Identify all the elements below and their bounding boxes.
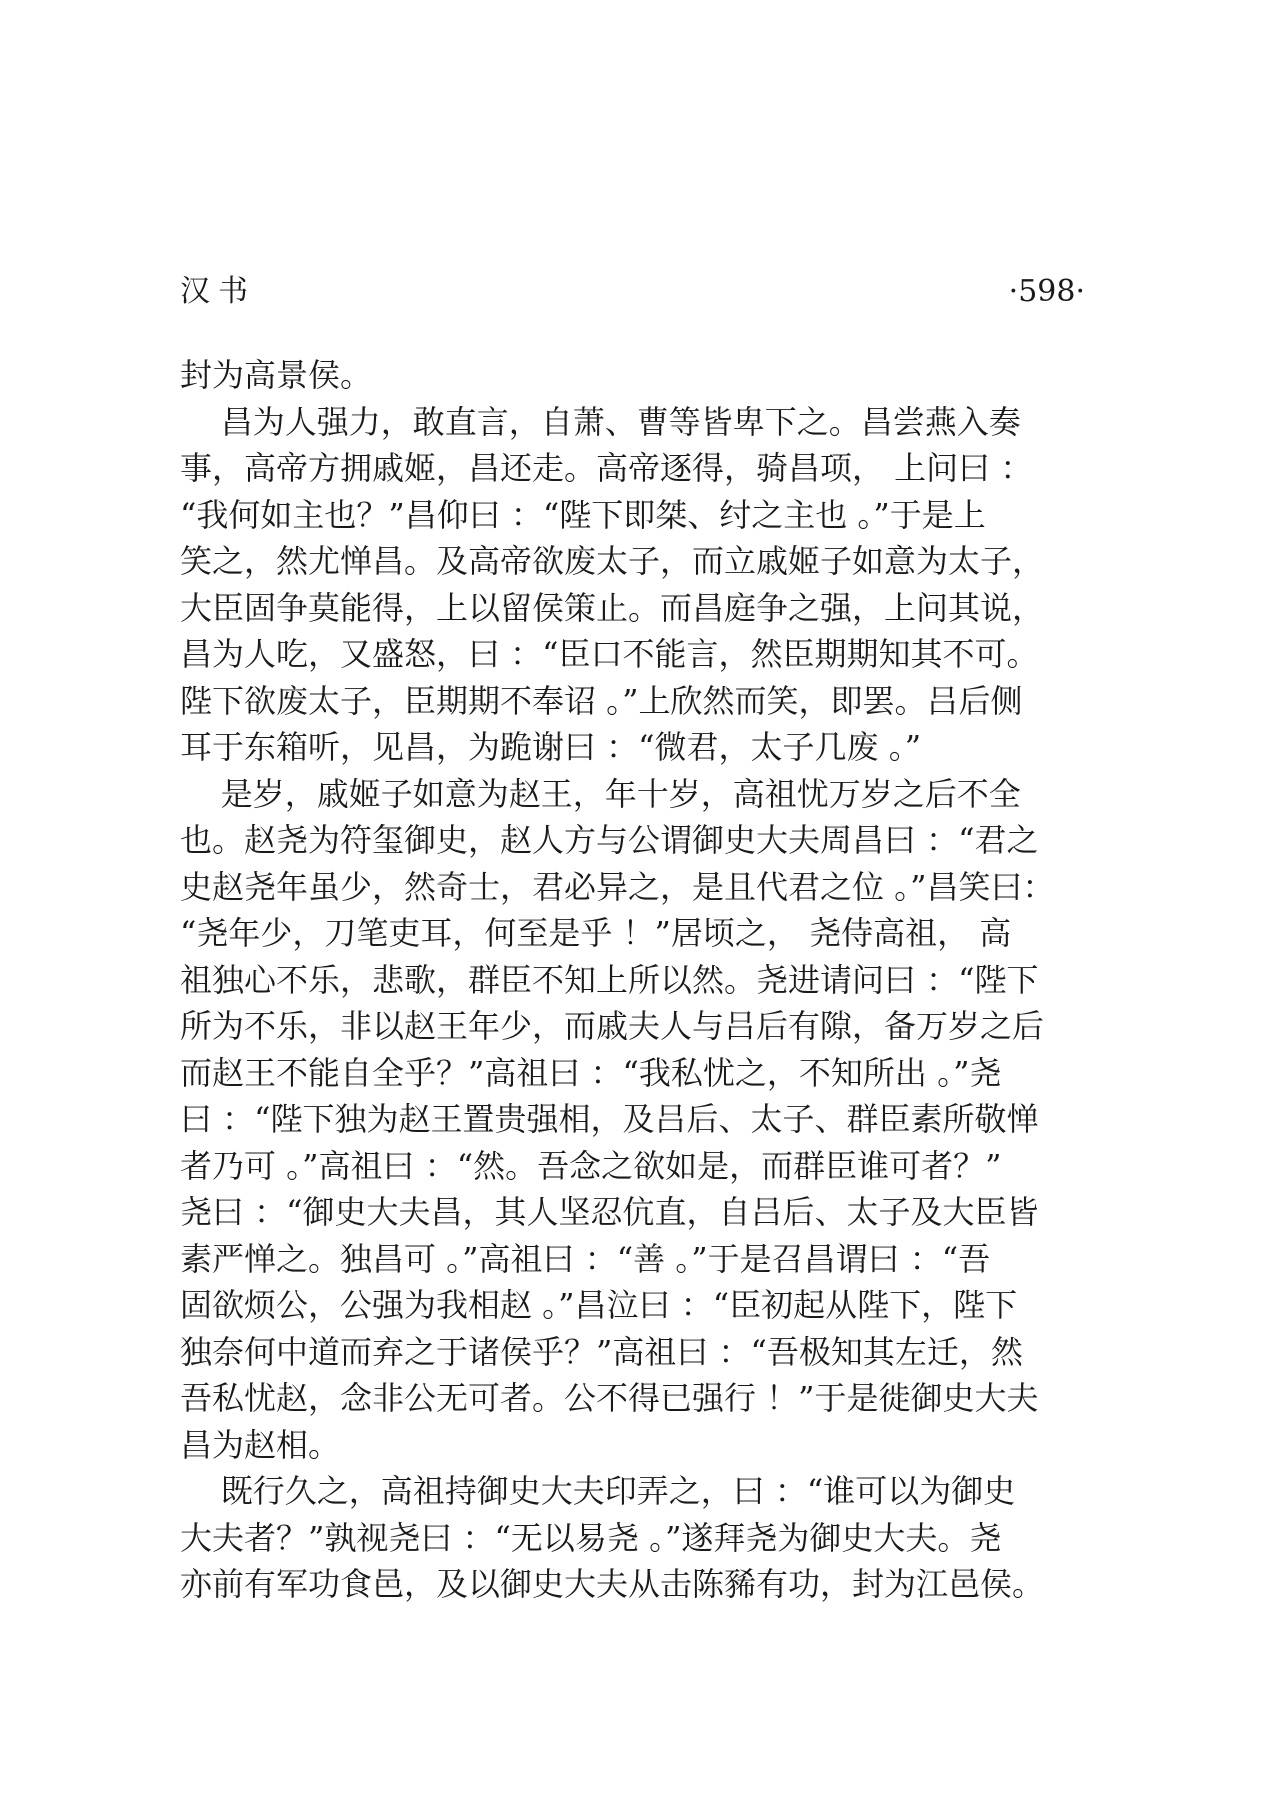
text-line: 耳于东箱听，见昌，为跪谢曰 ：“微君，太子几废 。” <box>180 728 922 766</box>
text-line: 史赵尧年虽少，然奇士，君必异之，是且代君之位 。”昌笑曰： <box>180 867 1055 906</box>
page-number: ·598· <box>1008 274 1085 309</box>
body-text <box>180 352 1085 1608</box>
text-line: 祖独心不乐，悲歌，群臣不知上所以然。尧进请问曰 ：“陛下 <box>180 960 1039 999</box>
text-line: 昌为人强力，敢直言，自萧、曹等皆卑下之。昌尝燕入奏 <box>180 402 1021 441</box>
text-line: 尧曰 ：“御史大夫昌，其人坚忍伉直，自吕后、太子及大臣皆 <box>180 1193 1039 1231</box>
text-line: 是岁，戚姬子如意为赵王，年十岁，高祖忧万岁之后不全 <box>180 774 1021 813</box>
book-title: 汉书 <box>180 274 256 309</box>
text-line: 事，高帝方拥戚姬，昌还走。高帝逐得，骑昌项， 上问曰 ： <box>180 449 1033 487</box>
text-line: 笑之，然尤惮昌。及高帝欲废太子，而立戚姬子如意为太子， <box>180 542 1045 580</box>
text-line: “尧年少，刀笔吏耳，何至是乎 ！”居顷之， 尧侍高祖， 高 <box>180 914 1012 952</box>
text-line: 素严惮之。独昌可 。”高祖曰 ：“善 。”于是召昌谓曰 ：“吾 <box>180 1239 991 1278</box>
text-line: 曰 ：“陛下独为赵王置贵强相，及吕后、太子、群臣素所敬惮 <box>180 1100 1039 1138</box>
text-line: “我何如主也？”昌仰曰 ：“陛下即桀、纣之主也 。”于是上 <box>180 495 986 534</box>
text-line: 昌为人吃，又盛怒，曰 ：“臣口不能言，然臣期期知其不可。 <box>180 635 1039 673</box>
text-line: 亦前有军功食邑，及以御史大夫从击陈豨有功，封为江邑侯。 <box>180 1565 1045 1603</box>
text-line: 昌为赵相。 <box>180 1425 341 1464</box>
text-line: 封为高景侯。 <box>180 356 373 394</box>
text-line: 所为不乐，非以赵王年少，而戚夫人与吕后有隙，备万岁之后 <box>180 1007 1045 1045</box>
text-line: 既行久之，高祖持御史大夫印弄之，曰 ：“谁可以为御史 <box>180 1472 1016 1510</box>
text-line: 固欲烦公，公强为我相赵 。”昌泣曰 ：“臣初起从陛下，陛下 <box>180 1286 1018 1324</box>
text-line: 而赵王不能自全乎？”高祖曰 ：“我私忧之，不知所出 。”尧 <box>180 1053 1002 1092</box>
page-header <box>180 272 1085 312</box>
text-line: 独奈何中道而弃之于诸侯乎？”高祖曰 ：“吾极知其左迁，然 <box>180 1332 1023 1371</box>
text-line: 大臣固争莫能得，上以留侯策止。而昌庭争之强，上问其说， <box>180 588 1045 627</box>
text-line: 者乃可 。”高祖曰 ：“然。吾念之欲如是，而群臣谁可者？” <box>180 1146 1002 1185</box>
text-line: 也。赵尧为符玺御史，赵人方与公谓御史大夫周昌曰 ：“君之 <box>180 821 1039 859</box>
text-line: 陛下欲废太子，臣期期不奉诏 。”上欣然而笑，即罢。吕后侧 <box>180 681 1023 720</box>
text-line: 吾私忧赵，念非公无可者。公不得已强行 ！”于是徙御史大夫 <box>180 1379 1039 1417</box>
text-line: 大夫者？”孰视尧曰 ：“无以易尧 。”遂拜尧为御史大夫。尧 <box>180 1518 1002 1557</box>
